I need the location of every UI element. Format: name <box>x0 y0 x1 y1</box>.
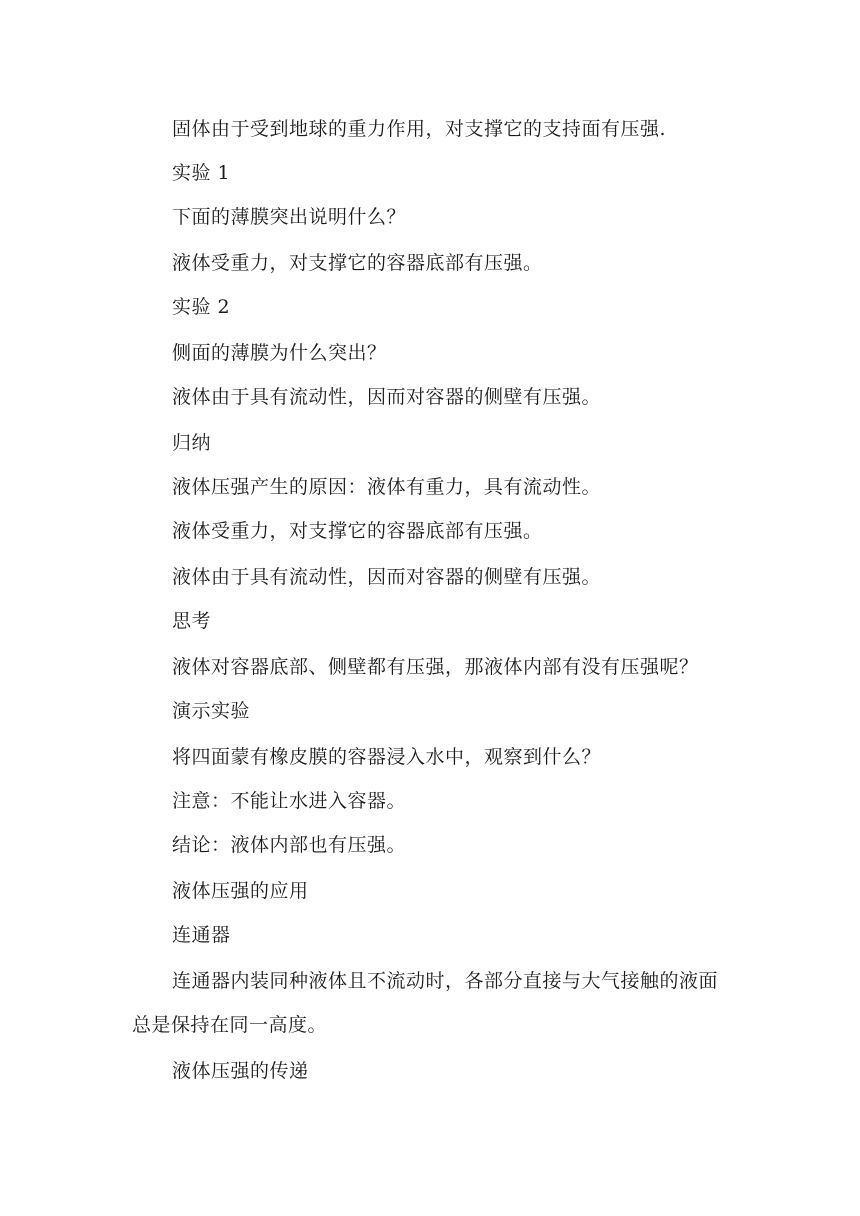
demo-note: 注意：不能让水进入容器。 <box>172 790 407 812</box>
paragraph-solid-pressure: 固体由于受到地球的重力作用，对支撑它的支持面有压强. <box>172 118 667 140</box>
heading-connected-vessel: 连通器 <box>172 924 231 946</box>
demo-instruction: 将四面蒙有橡皮膜的容器浸入水中，观察到什么？ <box>172 746 602 768</box>
question-bottom-membrane: 下面的薄膜突出说明什么？ <box>172 206 407 228</box>
heading-think: 思考 <box>172 610 212 632</box>
summary-bottom-pressure: 液体受重力，对支撑它的容器底部有压强。 <box>172 520 543 542</box>
summary-cause: 液体压强产生的原因：液体有重力，具有流动性。 <box>172 476 602 498</box>
connected-vessel-text-line-1: 连通器内装同种液体且不流动时，各部分直接与大气接触的液面 <box>172 970 719 992</box>
heading-summary: 归纳 <box>172 432 212 454</box>
answer-side-pressure: 液体由于具有流动性，因而对容器的侧壁有压强。 <box>172 386 602 408</box>
heading-applications: 液体压强的应用 <box>172 880 309 902</box>
summary-side-pressure: 液体由于具有流动性，因而对容器的侧壁有压强。 <box>172 566 602 588</box>
question-side-membrane: 侧面的薄膜为什么突出？ <box>172 342 387 364</box>
heading-pressure-transmission: 液体压强的传递 <box>172 1060 309 1082</box>
question-internal-pressure: 液体对容器底部、侧壁都有压强，那液体内部有没有压强呢？ <box>172 656 699 678</box>
demo-conclusion: 结论：液体内部也有压强。 <box>172 834 407 856</box>
heading-experiment-1: 实验 1 <box>172 162 231 184</box>
heading-experiment-2: 实验 2 <box>172 296 231 318</box>
answer-bottom-pressure: 液体受重力，对支撑它的容器底部有压强。 <box>172 252 543 274</box>
heading-demo-experiment: 演示实验 <box>172 700 251 722</box>
connected-vessel-text-line-2: 总是保持在同一高度。 <box>132 1014 328 1036</box>
